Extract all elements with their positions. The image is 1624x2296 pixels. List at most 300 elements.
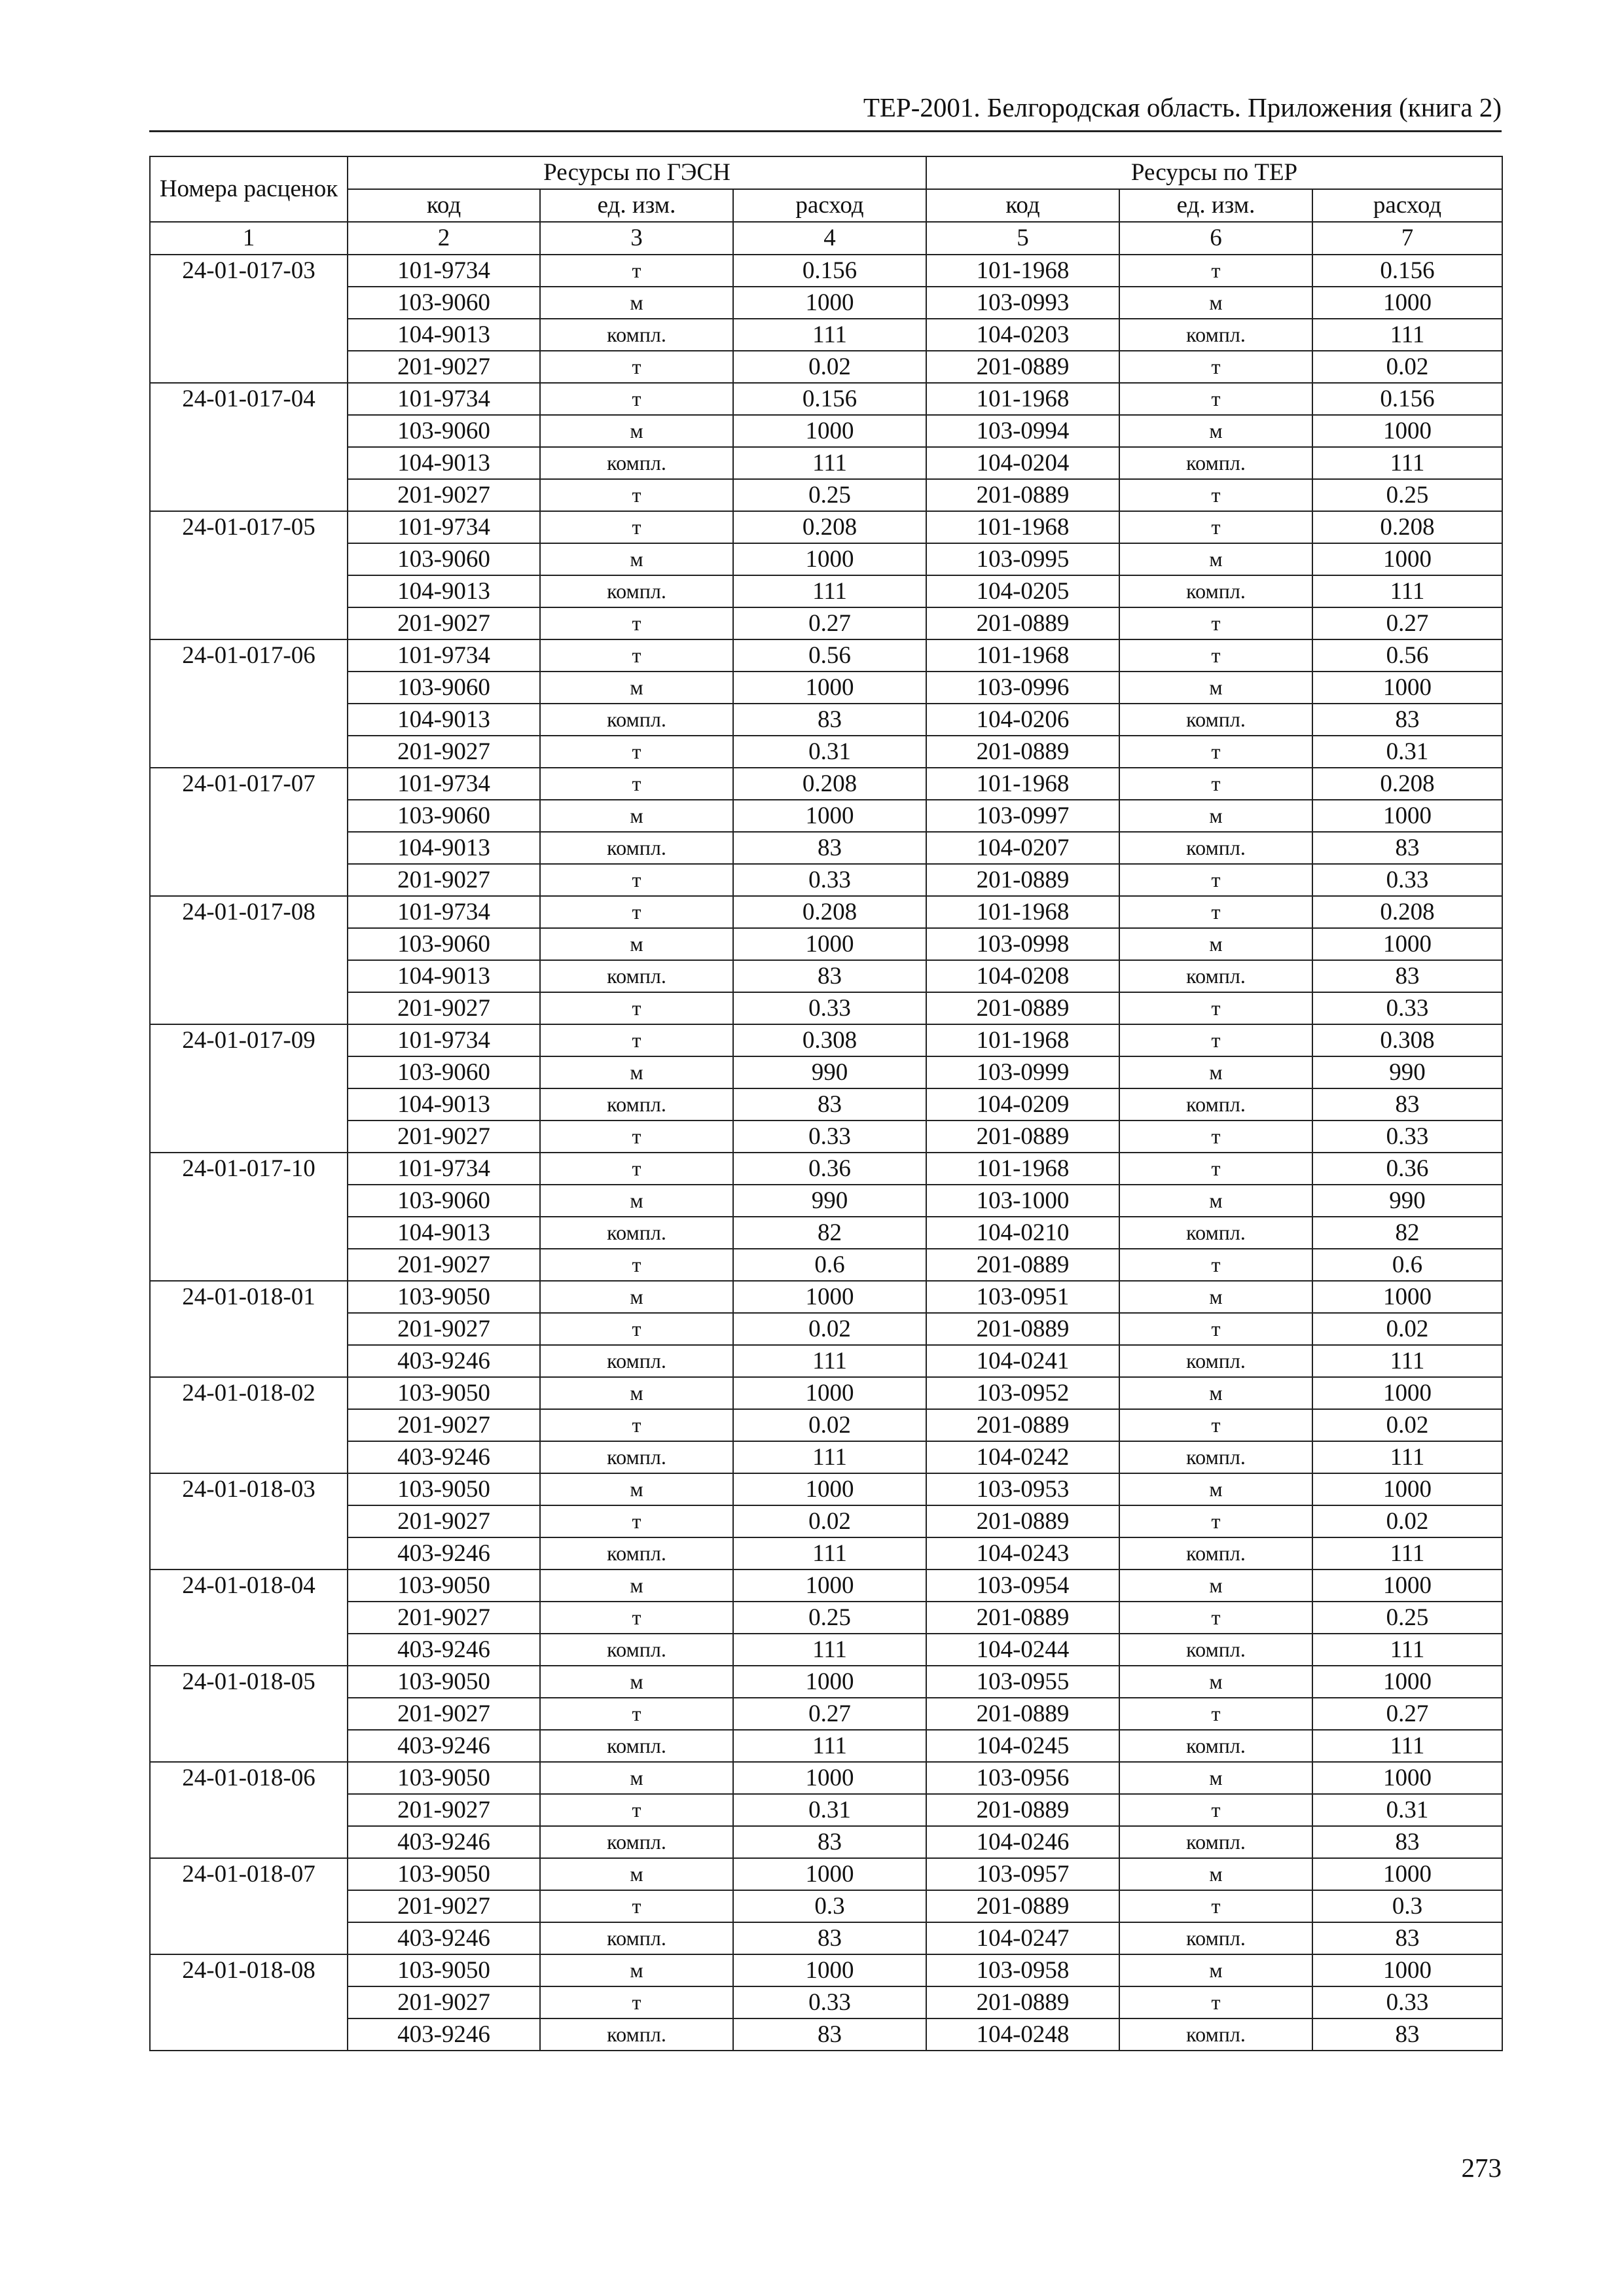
gesn-unit-cell: т	[540, 383, 733, 415]
ter-unit-cell: т	[1119, 1602, 1312, 1634]
gesn-consumption-cell: 990	[733, 1056, 926, 1088]
ter-consumption-cell: 0.02	[1312, 1505, 1502, 1537]
ter-consumption-cell: 0.56	[1312, 639, 1502, 672]
gesn-unit-cell: м	[540, 1570, 733, 1602]
gesn-unit-cell: компл.	[540, 1217, 733, 1249]
table-row	[150, 1890, 1502, 1922]
gesn-consumption-cell: 0.02	[733, 351, 926, 383]
ter-code-cell: 201-0889	[926, 351, 1119, 383]
ter-unit-cell: компл.	[1119, 575, 1312, 607]
gesn-code-cell: 403-9246	[348, 1730, 540, 1762]
gesn-code-cell: 103-9060	[348, 287, 540, 319]
ter-unit-cell: компл.	[1119, 1537, 1312, 1570]
gesn-unit-cell: т	[540, 1986, 733, 2018]
table-row	[150, 639, 1502, 672]
ter-unit-cell: т	[1119, 607, 1312, 639]
ter-code-cell: 103-0993	[926, 287, 1119, 319]
gesn-unit-cell: т	[540, 1249, 733, 1281]
gesn-unit-cell: т	[540, 896, 733, 928]
gesn-consumption-cell: 0.02	[733, 1505, 926, 1537]
ter-code-cell: 104-0209	[926, 1088, 1119, 1121]
ter-unit-cell: т	[1119, 896, 1312, 928]
table-row	[150, 1217, 1502, 1249]
ter-consumption-header: расход	[1312, 189, 1502, 222]
ter-unit-cell: м	[1119, 1281, 1312, 1313]
ter-unit-cell: компл.	[1119, 1441, 1312, 1473]
ter-consumption-cell: 0.36	[1312, 1153, 1502, 1185]
gesn-unit-cell: м	[540, 1954, 733, 1986]
ter-unit-cell: т	[1119, 1890, 1312, 1922]
table-row	[150, 1570, 1502, 1602]
rate-number-cell: 24-01-018-01	[150, 1281, 348, 1377]
ter-consumption-cell: 0.6	[1312, 1249, 1502, 1281]
gesn-code-cell: 403-9246	[348, 1537, 540, 1570]
gesn-consumption-cell: 1000	[733, 543, 926, 575]
ter-code-cell: 103-0954	[926, 1570, 1119, 1602]
ter-unit-header: ед. изм.	[1119, 189, 1312, 222]
ter-consumption-cell: 0.02	[1312, 351, 1502, 383]
gesn-code-cell: 103-9050	[348, 1858, 540, 1890]
gesn-unit-cell: т	[540, 1698, 733, 1730]
ter-unit-cell: компл.	[1119, 832, 1312, 864]
table-row	[150, 1922, 1502, 1954]
ter-consumption-cell: 0.31	[1312, 1794, 1502, 1826]
gesn-code-cell: 103-9060	[348, 800, 540, 832]
gesn-consumption-cell: 0.208	[733, 511, 926, 543]
gesn-code-cell: 103-9060	[348, 415, 540, 447]
ter-code-cell: 201-0889	[926, 1249, 1119, 1281]
gesn-consumption-cell: 1000	[733, 1666, 926, 1698]
gesn-consumption-cell: 990	[733, 1185, 926, 1217]
ter-consumption-cell: 1000	[1312, 415, 1502, 447]
gesn-consumption-cell: 83	[733, 2018, 926, 2051]
ter-consumption-cell: 111	[1312, 1537, 1502, 1570]
ter-unit-cell: т	[1119, 639, 1312, 672]
ter-code-cell: 103-0995	[926, 543, 1119, 575]
ter-code-cell: 101-1968	[926, 383, 1119, 415]
gesn-unit-cell: компл.	[540, 1441, 733, 1473]
table-row	[150, 607, 1502, 639]
gesn-consumption-cell: 0.208	[733, 896, 926, 928]
ter-consumption-cell: 82	[1312, 1217, 1502, 1249]
ter-consumption-cell: 83	[1312, 832, 1502, 864]
ter-consumption-cell: 1000	[1312, 1858, 1502, 1890]
gesn-code-cell: 201-9027	[348, 1313, 540, 1345]
gesn-consumption-cell: 1000	[733, 1762, 926, 1794]
ter-consumption-cell: 1000	[1312, 543, 1502, 575]
ter-code-cell: 104-0205	[926, 575, 1119, 607]
ter-code-cell: 104-0243	[926, 1537, 1119, 1570]
ter-unit-cell: компл.	[1119, 319, 1312, 351]
gesn-code-cell: 201-9027	[348, 479, 540, 511]
rate-number-cell: 24-01-017-05	[150, 511, 348, 639]
gesn-consumption-cell: 111	[733, 447, 926, 479]
gesn-consumption-cell: 82	[733, 1217, 926, 1249]
ter-consumption-cell: 1000	[1312, 928, 1502, 960]
ter-code-cell: 103-0958	[926, 1954, 1119, 1986]
table-row	[150, 1762, 1502, 1794]
ter-unit-cell: т	[1119, 511, 1312, 543]
gesn-code-cell: 201-9027	[348, 1794, 540, 1826]
rate-number-cell: 24-01-017-09	[150, 1024, 348, 1153]
gesn-code-header: код	[348, 189, 540, 222]
ter-code-cell: 101-1968	[926, 1024, 1119, 1056]
ter-unit-cell: т	[1119, 383, 1312, 415]
table-row	[150, 768, 1502, 800]
table-row	[150, 447, 1502, 479]
ter-consumption-cell: 111	[1312, 1634, 1502, 1666]
gesn-unit-cell: т	[540, 1121, 733, 1153]
ter-consumption-cell: 1000	[1312, 1281, 1502, 1313]
ter-code-cell: 201-0889	[926, 1409, 1119, 1441]
ter-consumption-cell: 1000	[1312, 1666, 1502, 1698]
ter-unit-cell: м	[1119, 1762, 1312, 1794]
ter-unit-cell: м	[1119, 1056, 1312, 1088]
ter-unit-cell: компл.	[1119, 1345, 1312, 1377]
gesn-code-cell: 103-9050	[348, 1473, 540, 1505]
ter-resources-header: Ресурсы по ТЕР	[926, 156, 1502, 189]
table-row	[150, 1730, 1502, 1762]
gesn-unit-cell: компл.	[540, 1826, 733, 1858]
ter-code-cell: 104-0245	[926, 1730, 1119, 1762]
ter-consumption-cell: 111	[1312, 319, 1502, 351]
gesn-consumption-cell: 83	[733, 1922, 926, 1954]
gesn-unit-cell: т	[540, 351, 733, 383]
gesn-consumption-cell: 1000	[733, 1473, 926, 1505]
gesn-unit-cell: компл.	[540, 319, 733, 351]
gesn-consumption-cell: 0.31	[733, 1794, 926, 1826]
ter-unit-cell: т	[1119, 1986, 1312, 2018]
gesn-code-cell: 201-9027	[348, 1602, 540, 1634]
table-row	[150, 255, 1502, 287]
rate-number-cell: 24-01-018-07	[150, 1858, 348, 1954]
gesn-unit-cell: м	[540, 1858, 733, 1890]
ter-code-cell: 103-0997	[926, 800, 1119, 832]
table-row	[150, 1794, 1502, 1826]
gesn-consumption-cell: 0.36	[733, 1153, 926, 1185]
table-row	[150, 736, 1502, 768]
ter-unit-cell: м	[1119, 1570, 1312, 1602]
gesn-consumption-cell: 1000	[733, 1858, 926, 1890]
ter-consumption-cell: 0.308	[1312, 1024, 1502, 1056]
ter-consumption-cell: 0.208	[1312, 768, 1502, 800]
rate-number-cell: 24-01-017-06	[150, 639, 348, 768]
ter-unit-cell: м	[1119, 1377, 1312, 1409]
ter-code-cell: 103-1000	[926, 1185, 1119, 1217]
ter-consumption-cell: 111	[1312, 1730, 1502, 1762]
gesn-consumption-cell: 0.33	[733, 1121, 926, 1153]
table-row	[150, 1537, 1502, 1570]
gesn-unit-cell: т	[540, 1602, 733, 1634]
gesn-consumption-cell: 111	[733, 319, 926, 351]
table-row	[150, 1954, 1502, 1986]
table-body	[150, 255, 1502, 2051]
table-row	[150, 896, 1502, 928]
gesn-code-cell: 104-9013	[348, 319, 540, 351]
gesn-consumption-cell: 111	[733, 1537, 926, 1570]
gesn-code-cell: 104-9013	[348, 704, 540, 736]
ter-code-cell: 103-0957	[926, 1858, 1119, 1890]
gesn-unit-cell: компл.	[540, 1922, 733, 1954]
ter-consumption-cell: 0.27	[1312, 1698, 1502, 1730]
ter-code-header: код	[926, 189, 1119, 222]
table-row	[150, 960, 1502, 992]
ter-unit-cell: м	[1119, 928, 1312, 960]
gesn-consumption-cell: 0.02	[733, 1409, 926, 1441]
gesn-unit-cell: м	[540, 1473, 733, 1505]
gesn-unit-cell: компл.	[540, 960, 733, 992]
gesn-code-cell: 104-9013	[348, 960, 540, 992]
gesn-unit-cell: м	[540, 287, 733, 319]
ter-unit-cell: компл.	[1119, 2018, 1312, 2051]
gesn-consumption-cell: 0.156	[733, 383, 926, 415]
gesn-unit-cell: м	[540, 543, 733, 575]
ter-consumption-cell: 83	[1312, 1826, 1502, 1858]
gesn-consumption-cell: 0.3	[733, 1890, 926, 1922]
table-row	[150, 543, 1502, 575]
table-row	[150, 383, 1502, 415]
ter-consumption-cell: 0.25	[1312, 479, 1502, 511]
table-row	[150, 1377, 1502, 1409]
ter-code-cell: 103-0996	[926, 672, 1119, 704]
gesn-unit-cell: компл.	[540, 1730, 733, 1762]
gesn-unit-cell: т	[540, 768, 733, 800]
gesn-consumption-cell: 0.31	[733, 736, 926, 768]
gesn-consumption-cell: 111	[733, 1730, 926, 1762]
ter-unit-cell: компл.	[1119, 1217, 1312, 1249]
gesn-consumption-cell: 0.25	[733, 1602, 926, 1634]
ter-consumption-cell: 0.208	[1312, 511, 1502, 543]
ter-code-cell: 201-0889	[926, 1313, 1119, 1345]
gesn-unit-cell: т	[540, 1024, 733, 1056]
ter-consumption-cell: 0.33	[1312, 992, 1502, 1024]
gesn-code-cell: 101-9734	[348, 511, 540, 543]
gesn-unit-cell: компл.	[540, 1537, 733, 1570]
ter-code-cell: 104-0207	[926, 832, 1119, 864]
gesn-consumption-cell: 0.02	[733, 1313, 926, 1345]
gesn-consumption-cell: 0.56	[733, 639, 926, 672]
table-row	[150, 351, 1502, 383]
gesn-consumption-cell: 0.27	[733, 1698, 926, 1730]
gesn-consumption-cell: 111	[733, 1634, 926, 1666]
table-row	[150, 1024, 1502, 1056]
gesn-consumption-cell: 1000	[733, 928, 926, 960]
ter-consumption-cell: 111	[1312, 447, 1502, 479]
ter-code-cell: 103-0994	[926, 415, 1119, 447]
gesn-unit-cell: т	[540, 1313, 733, 1345]
ter-code-cell: 104-0244	[926, 1634, 1119, 1666]
ter-code-cell: 201-0889	[926, 1986, 1119, 2018]
running-header: ТЕР-2001. Белгородская область. Приложения (книга 2)	[863, 92, 1502, 122]
column-number: 5	[926, 222, 1119, 255]
table-row	[150, 1313, 1502, 1345]
ter-code-cell: 104-0241	[926, 1345, 1119, 1377]
column-number: 4	[733, 222, 926, 255]
gesn-unit-cell: т	[540, 736, 733, 768]
table-group-header-row	[150, 156, 1502, 189]
ter-unit-cell: т	[1119, 1249, 1312, 1281]
gesn-code-cell: 201-9027	[348, 992, 540, 1024]
rate-number-cell: 24-01-018-04	[150, 1570, 348, 1666]
gesn-code-cell: 201-9027	[348, 736, 540, 768]
rate-number-cell: 24-01-017-04	[150, 383, 348, 511]
rate-number-cell: 24-01-017-08	[150, 896, 348, 1024]
ter-consumption-cell: 1000	[1312, 1762, 1502, 1794]
gesn-consumption-cell: 83	[733, 1826, 926, 1858]
gesn-unit-cell: м	[540, 672, 733, 704]
rate-number-cell: 24-01-018-03	[150, 1473, 348, 1570]
ter-code-cell: 201-0889	[926, 736, 1119, 768]
gesn-unit-cell: т	[540, 1409, 733, 1441]
gesn-code-cell: 403-9246	[348, 1922, 540, 1954]
gesn-unit-header: ед. изм.	[540, 189, 733, 222]
gesn-unit-cell: м	[540, 1281, 733, 1313]
table-row	[150, 928, 1502, 960]
ter-code-cell: 101-1968	[926, 511, 1119, 543]
page-number: 273	[1461, 2153, 1502, 2183]
gesn-code-cell: 103-9050	[348, 1954, 540, 1986]
header-rule	[149, 130, 1502, 132]
gesn-unit-cell: компл.	[540, 1634, 733, 1666]
gesn-consumption-cell: 0.27	[733, 607, 926, 639]
ter-code-cell: 101-1968	[926, 896, 1119, 928]
gesn-unit-cell: т	[540, 479, 733, 511]
ter-code-cell: 201-0889	[926, 607, 1119, 639]
gesn-consumption-cell: 1000	[733, 800, 926, 832]
gesn-consumption-cell: 83	[733, 960, 926, 992]
gesn-unit-cell: т	[540, 1890, 733, 1922]
table-row	[150, 1345, 1502, 1377]
gesn-resources-header: Ресурсы по ГЭСН	[348, 156, 926, 189]
ter-code-cell: 104-0208	[926, 960, 1119, 992]
ter-code-cell: 101-1968	[926, 255, 1119, 287]
ter-code-cell: 201-0889	[926, 1698, 1119, 1730]
gesn-unit-cell: т	[540, 255, 733, 287]
ter-consumption-cell: 1000	[1312, 1473, 1502, 1505]
ter-unit-cell: т	[1119, 1794, 1312, 1826]
ter-consumption-cell: 0.33	[1312, 1121, 1502, 1153]
ter-code-cell: 101-1968	[926, 768, 1119, 800]
ter-consumption-cell: 0.25	[1312, 1602, 1502, 1634]
gesn-code-cell: 101-9734	[348, 1024, 540, 1056]
ter-unit-cell: компл.	[1119, 1826, 1312, 1858]
ter-unit-cell: компл.	[1119, 1634, 1312, 1666]
ter-consumption-cell: 990	[1312, 1056, 1502, 1088]
gesn-code-cell: 103-9060	[348, 672, 540, 704]
gesn-unit-cell: компл.	[540, 447, 733, 479]
ter-unit-cell: т	[1119, 479, 1312, 511]
ter-unit-cell: т	[1119, 1698, 1312, 1730]
gesn-code-cell: 201-9027	[348, 1890, 540, 1922]
gesn-unit-cell: т	[540, 607, 733, 639]
table-row	[150, 864, 1502, 896]
gesn-consumption-cell: 1000	[733, 415, 926, 447]
ter-unit-cell: м	[1119, 1666, 1312, 1698]
table-row	[150, 1056, 1502, 1088]
table-row	[150, 1409, 1502, 1441]
gesn-unit-cell: м	[540, 1377, 733, 1409]
ter-code-cell: 103-0955	[926, 1666, 1119, 1698]
column-number: 3	[540, 222, 733, 255]
column-number: 6	[1119, 222, 1312, 255]
gesn-unit-cell: м	[540, 800, 733, 832]
gesn-code-cell: 201-9027	[348, 1409, 540, 1441]
table-row	[150, 2018, 1502, 2051]
gesn-unit-cell: т	[540, 639, 733, 672]
ter-unit-cell: т	[1119, 255, 1312, 287]
gesn-code-cell: 103-9050	[348, 1762, 540, 1794]
gesn-consumption-cell: 1000	[733, 672, 926, 704]
gesn-code-cell: 201-9027	[348, 1249, 540, 1281]
ter-consumption-cell: 0.208	[1312, 896, 1502, 928]
gesn-code-cell: 403-9246	[348, 1441, 540, 1473]
ter-consumption-cell: 990	[1312, 1185, 1502, 1217]
ter-consumption-cell: 111	[1312, 575, 1502, 607]
gesn-code-cell: 101-9734	[348, 896, 540, 928]
table-row	[150, 1666, 1502, 1698]
ter-code-cell: 101-1968	[926, 1153, 1119, 1185]
table-row	[150, 1088, 1502, 1121]
ter-unit-cell: т	[1119, 864, 1312, 896]
gesn-code-cell: 201-9027	[348, 1986, 540, 2018]
ter-code-cell: 101-1968	[926, 639, 1119, 672]
rate-number-cell: 24-01-017-10	[150, 1153, 348, 1281]
ter-code-cell: 104-0242	[926, 1441, 1119, 1473]
gesn-unit-cell: м	[540, 415, 733, 447]
table-row	[150, 479, 1502, 511]
gesn-consumption-cell: 111	[733, 1345, 926, 1377]
gesn-consumption-cell: 0.25	[733, 479, 926, 511]
ter-unit-cell: м	[1119, 1185, 1312, 1217]
ter-code-cell: 201-0889	[926, 1794, 1119, 1826]
ter-consumption-cell: 0.3	[1312, 1890, 1502, 1922]
table-row	[150, 1602, 1502, 1634]
gesn-code-cell: 104-9013	[348, 1217, 540, 1249]
ter-unit-cell: м	[1119, 1954, 1312, 1986]
ter-code-cell: 104-0206	[926, 704, 1119, 736]
table-row	[150, 415, 1502, 447]
table-row	[150, 575, 1502, 607]
gesn-code-cell: 201-9027	[348, 864, 540, 896]
ter-unit-cell: т	[1119, 768, 1312, 800]
gesn-consumption-cell: 1000	[733, 1281, 926, 1313]
ter-consumption-cell: 1000	[1312, 672, 1502, 704]
ter-code-cell: 104-0246	[926, 1826, 1119, 1858]
gesn-code-cell: 201-9027	[348, 1698, 540, 1730]
ter-code-cell: 104-0204	[926, 447, 1119, 479]
ter-consumption-cell: 111	[1312, 1441, 1502, 1473]
gesn-code-cell: 103-9060	[348, 928, 540, 960]
gesn-unit-cell: т	[540, 1153, 733, 1185]
table-row	[150, 319, 1502, 351]
table-row	[150, 1249, 1502, 1281]
resources-table	[149, 156, 1503, 2051]
gesn-code-cell: 101-9734	[348, 1153, 540, 1185]
gesn-code-cell: 403-9246	[348, 1826, 540, 1858]
ter-consumption-cell: 0.156	[1312, 255, 1502, 287]
gesn-unit-cell: компл.	[540, 704, 733, 736]
ter-code-cell: 201-0889	[926, 1505, 1119, 1537]
gesn-consumption-cell: 1000	[733, 287, 926, 319]
ter-unit-cell: т	[1119, 1024, 1312, 1056]
ter-consumption-cell: 0.33	[1312, 1986, 1502, 2018]
gesn-code-cell: 101-9734	[348, 255, 540, 287]
ter-code-cell: 104-0203	[926, 319, 1119, 351]
ter-unit-cell: м	[1119, 672, 1312, 704]
gesn-consumption-cell: 83	[733, 1088, 926, 1121]
ter-code-cell: 103-0999	[926, 1056, 1119, 1088]
table-row	[150, 1698, 1502, 1730]
